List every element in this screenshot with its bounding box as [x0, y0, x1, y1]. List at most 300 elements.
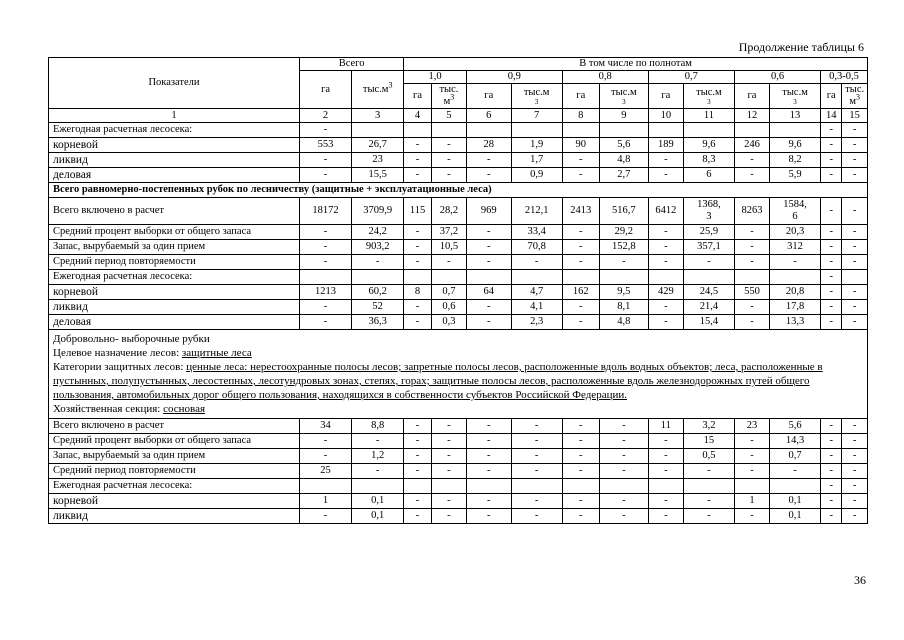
- table-cell: -: [734, 449, 769, 464]
- column-numbers-row: [49, 109, 868, 123]
- table-cell: -: [562, 225, 599, 240]
- table-cell: -: [466, 240, 511, 255]
- table-cell: 9,5: [599, 285, 648, 300]
- table-cell: -: [734, 315, 769, 330]
- table-cell: -: [821, 255, 842, 270]
- header-density: 0,3-0,5: [821, 71, 868, 84]
- table-cell: -: [683, 494, 734, 509]
- row-label: Всего включено в расчет: [49, 419, 300, 434]
- column-number: 15: [842, 109, 868, 123]
- table-cell: -: [562, 494, 599, 509]
- table-cell: 9,6: [683, 138, 734, 153]
- column-number: 14: [821, 109, 842, 123]
- table-cell: 969: [466, 198, 511, 225]
- table-cell: [352, 123, 404, 138]
- table-cell: [431, 270, 466, 285]
- table-cell: -: [683, 464, 734, 479]
- header-density: 1,0: [404, 71, 467, 84]
- table-cell: -: [821, 240, 842, 255]
- table-cell: -: [734, 225, 769, 240]
- table-cell: 0,1: [770, 494, 821, 509]
- table-cell: -: [842, 315, 868, 330]
- note-line-purpose: Целевое назначение лесов: защитные леса: [53, 347, 252, 359]
- column-number: 10: [648, 109, 683, 123]
- header-indicators: Показатели: [49, 58, 300, 109]
- table-cell: -: [562, 419, 599, 434]
- table-cell: -: [404, 153, 432, 168]
- row-label: Ежегодная расчетная лесосека:: [49, 123, 300, 138]
- table-cell: -: [770, 255, 821, 270]
- header-density: 0,9: [466, 71, 562, 84]
- table-cell: 189: [648, 138, 683, 153]
- table-cell: -: [842, 123, 868, 138]
- table-cell: [466, 479, 511, 494]
- table-cell: -: [562, 449, 599, 464]
- table-cell: -: [599, 464, 648, 479]
- table-cell: 1368, 3: [683, 198, 734, 225]
- header-unit-ha: га: [404, 84, 432, 109]
- table-cell: [511, 123, 562, 138]
- header-density: 0,8: [562, 71, 648, 84]
- note-line-felling-type: Добровольно- выборочные рубки: [53, 333, 210, 345]
- header-including: В том числе по полнотам: [404, 58, 868, 71]
- table-cell: -: [599, 494, 648, 509]
- table-cell: -: [648, 225, 683, 240]
- header-density: 0,7: [648, 71, 734, 84]
- header-unit-m3: тыс. $м^3$: [842, 84, 868, 109]
- table-cell: -: [734, 434, 769, 449]
- table-cell: -: [466, 494, 511, 509]
- table-cell: [770, 270, 821, 285]
- table-cell: 1213: [300, 285, 352, 300]
- table-cell: -: [821, 138, 842, 153]
- table-cell: -: [404, 509, 432, 524]
- table-cell: -: [466, 449, 511, 464]
- table-cell: -: [842, 434, 868, 449]
- table-cell: -: [431, 255, 466, 270]
- table-cell: -: [431, 153, 466, 168]
- table-row: [49, 138, 868, 153]
- table-cell: [648, 123, 683, 138]
- column-number: 7: [511, 109, 562, 123]
- table-cell: 5,6: [599, 138, 648, 153]
- table-cell: -: [511, 509, 562, 524]
- header-unit-m3: тыс.м 3: [599, 84, 648, 109]
- row-label: Средний процент выборки от общего запаса: [49, 225, 300, 240]
- table-cell: [511, 479, 562, 494]
- table-row: [49, 255, 868, 270]
- table-cell: -: [821, 449, 842, 464]
- table-cell: 26,7: [352, 138, 404, 153]
- table-cell: -: [511, 255, 562, 270]
- table-cell: -: [300, 255, 352, 270]
- table-cell: [466, 123, 511, 138]
- table-cell: -: [300, 315, 352, 330]
- table-row: [49, 315, 868, 330]
- table-cell: 0,6: [431, 300, 466, 315]
- table-cell: -: [562, 434, 599, 449]
- header-unit-ha: га: [648, 84, 683, 109]
- table-cell: -: [648, 315, 683, 330]
- table-cell: 312: [770, 240, 821, 255]
- table-row: [49, 225, 868, 240]
- table-cell: -: [562, 240, 599, 255]
- table-cell: 162: [562, 285, 599, 300]
- column-number: 6: [466, 109, 511, 123]
- table-cell: [683, 479, 734, 494]
- table-cell: 64: [466, 285, 511, 300]
- table-cell: [599, 123, 648, 138]
- table-cell: -: [431, 494, 466, 509]
- table-cell: 4,7: [511, 285, 562, 300]
- column-number: 9: [599, 109, 648, 123]
- column-number: 13: [770, 109, 821, 123]
- table-cell: [300, 270, 352, 285]
- note-line-categories: Категории защитных лесов: ценные леса: нерестоохранные полосы лесов; запретные полосы лесов, расположенные вдоль водных объектов; леса, расположенные в пустынных, полупустынных, лесостепных, лесотундровых зонах, степях, горах; защитные полосы лесов, расположенные вдоль железнодорожных путей общего пользования, автомобильных дорог общего пользования, находящихся в собственности субъектов Российской Федерации.: [53, 361, 823, 401]
- table-cell: 4,8: [599, 153, 648, 168]
- table-cell: [734, 123, 769, 138]
- table-cell: -: [648, 255, 683, 270]
- table-cell: 0,1: [352, 494, 404, 509]
- table-cell: 212,1: [511, 198, 562, 225]
- table-cell: 60,2: [352, 285, 404, 300]
- table-cell: -: [821, 434, 842, 449]
- table-cell: 17,8: [770, 300, 821, 315]
- table-cell: -: [431, 138, 466, 153]
- table-cell: -: [842, 255, 868, 270]
- table-cell: -: [562, 255, 599, 270]
- table-cell: 8: [404, 285, 432, 300]
- table-cell: -: [821, 464, 842, 479]
- table-cell: 1,2: [352, 449, 404, 464]
- table-cell: -: [734, 255, 769, 270]
- row-label: Запас, вырубаемый за один прием: [49, 240, 300, 255]
- table-cell: 34: [300, 419, 352, 434]
- table-cell: 15,5: [352, 168, 404, 183]
- table-cell: 1: [734, 494, 769, 509]
- table-cell: -: [404, 449, 432, 464]
- table-cell: -: [404, 168, 432, 183]
- table-cell: -: [842, 494, 868, 509]
- table-cell: -: [821, 225, 842, 240]
- header-total-ha: га: [300, 71, 352, 109]
- table-cell: 0,7: [431, 285, 466, 300]
- table-cell: -: [842, 449, 868, 464]
- header-unit-m3: тыс. $м^3$: [431, 84, 466, 109]
- table-row: [49, 464, 868, 479]
- table-cell: -: [562, 300, 599, 315]
- table-cell: -: [842, 479, 868, 494]
- row-label: ликвид: [49, 300, 300, 315]
- header-unit-ha: га: [734, 84, 769, 109]
- column-number: 5: [431, 109, 466, 123]
- table-row: [49, 434, 868, 449]
- table-cell: 0,9: [511, 168, 562, 183]
- table-cell: 8,1: [599, 300, 648, 315]
- table-cell: [648, 479, 683, 494]
- table-cell: -: [821, 270, 842, 285]
- table-cell: [683, 270, 734, 285]
- row-label: корневой: [49, 494, 300, 509]
- table-cell: 0,3: [431, 315, 466, 330]
- table-cell: -: [466, 168, 511, 183]
- row-label: Запас, вырубаемый за один прием: [49, 449, 300, 464]
- row-label: Ежегодная расчетная лесосека:: [49, 270, 300, 285]
- table-cell: 0,7: [770, 449, 821, 464]
- table-cell: 10,5: [431, 240, 466, 255]
- table-cell: 20,3: [770, 225, 821, 240]
- table-cell: 90: [562, 138, 599, 153]
- table-cell: -: [466, 300, 511, 315]
- table-cell: 3709,9: [352, 198, 404, 225]
- table-cell: -: [466, 419, 511, 434]
- table-cell: -: [683, 255, 734, 270]
- table-cell: 24,5: [683, 285, 734, 300]
- column-number: 4: [404, 109, 432, 123]
- table-continuation-caption: Продолжение таблицы 6: [738, 40, 864, 54]
- table-cell: [300, 479, 352, 494]
- column-number: 8: [562, 109, 599, 123]
- table-cell: -: [300, 300, 352, 315]
- row-label: ликвид: [49, 153, 300, 168]
- table-cell: 4,8: [599, 315, 648, 330]
- table-cell: 9,6: [770, 138, 821, 153]
- table-cell: 24,2: [352, 225, 404, 240]
- table-cell: -: [300, 153, 352, 168]
- table-cell: 15: [683, 434, 734, 449]
- table-cell: -: [431, 434, 466, 449]
- table-cell: -: [404, 138, 432, 153]
- row-label: ликвид: [49, 509, 300, 524]
- table-cell: -: [770, 464, 821, 479]
- row-label: деловая: [49, 168, 300, 183]
- table-cell: -: [404, 434, 432, 449]
- table-cell: 25: [300, 464, 352, 479]
- table-cell: -: [648, 464, 683, 479]
- header-unit-m3: тыс.м 3: [683, 84, 734, 109]
- table-cell: -: [648, 168, 683, 183]
- table-cell: -: [431, 509, 466, 524]
- table-cell: 37,2: [431, 225, 466, 240]
- table-cell: -: [599, 419, 648, 434]
- table-cell: 3,2: [683, 419, 734, 434]
- table-cell: -: [404, 419, 432, 434]
- table-cell: 553: [300, 138, 352, 153]
- table-cell: [770, 479, 821, 494]
- table-cell: 29,2: [599, 225, 648, 240]
- table-cell: -: [648, 449, 683, 464]
- table-cell: -: [404, 255, 432, 270]
- table-cell: -: [648, 434, 683, 449]
- table-row: [49, 479, 868, 494]
- table-cell: 70,8: [511, 240, 562, 255]
- row-label: Ежегодная расчетная лесосека:: [49, 479, 300, 494]
- table-cell: -: [842, 225, 868, 240]
- table-cell: -: [300, 449, 352, 464]
- table-cell: 550: [734, 285, 769, 300]
- table-cell: 15,4: [683, 315, 734, 330]
- table-row: [49, 300, 868, 315]
- table-row: [49, 285, 868, 300]
- table-cell: 2,3: [511, 315, 562, 330]
- table-cell: [431, 479, 466, 494]
- table-cell: 33,4: [511, 225, 562, 240]
- header-density: 0,6: [734, 71, 820, 84]
- table-cell: [352, 270, 404, 285]
- table-cell: 21,4: [683, 300, 734, 315]
- table-cell: 18172: [300, 198, 352, 225]
- table-cell: -: [562, 509, 599, 524]
- table-cell: 0,1: [352, 509, 404, 524]
- table-cell: 1,7: [511, 153, 562, 168]
- table-cell: -: [511, 494, 562, 509]
- table-cell: -: [431, 168, 466, 183]
- table-cell: -: [511, 464, 562, 479]
- table-cell: [466, 270, 511, 285]
- table-cell: -: [821, 494, 842, 509]
- table-row: [49, 168, 868, 183]
- table-cell: 246: [734, 138, 769, 153]
- table-cell: 28: [466, 138, 511, 153]
- table-cell: -: [352, 464, 404, 479]
- table-cell: 28,2: [431, 198, 466, 225]
- table-cell: -: [466, 153, 511, 168]
- table-cell: -: [648, 240, 683, 255]
- table-cell: -: [842, 138, 868, 153]
- table-cell: -: [734, 240, 769, 255]
- table-cell: -: [511, 449, 562, 464]
- table-row: [49, 509, 868, 524]
- section-title: Всего равномерно-постепенных рубок по лесничеству (защитные + эксплуатационные леса): [49, 183, 868, 198]
- table-cell: 0,1: [770, 509, 821, 524]
- table-cell: [404, 479, 432, 494]
- table-cell: -: [300, 434, 352, 449]
- table-cell: 4,1: [511, 300, 562, 315]
- table-cell: 5,9: [770, 168, 821, 183]
- table-cell: -: [648, 300, 683, 315]
- table-row: [49, 494, 868, 509]
- table-cell: -: [842, 285, 868, 300]
- table-cell: -: [734, 153, 769, 168]
- row-label: деловая: [49, 315, 300, 330]
- table-cell: -: [562, 464, 599, 479]
- table-cell: 152,8: [599, 240, 648, 255]
- table-row: [49, 123, 868, 138]
- table-cell: -: [821, 123, 842, 138]
- column-number: 1: [49, 109, 300, 123]
- table-cell: -: [599, 255, 648, 270]
- header-total-m3: $тыс.м^3$: [352, 71, 404, 109]
- table-cell: -: [599, 509, 648, 524]
- table-cell: 8263: [734, 198, 769, 225]
- table-cell: 6: [683, 168, 734, 183]
- table-cell: [352, 479, 404, 494]
- column-number: 2: [300, 109, 352, 123]
- table-cell: -: [821, 419, 842, 434]
- table-cell: -: [511, 419, 562, 434]
- row-label: Средний процент выборки от общего запаса: [49, 434, 300, 449]
- header-unit-ha: га: [562, 84, 599, 109]
- table-cell: -: [300, 240, 352, 255]
- table-cell: [770, 123, 821, 138]
- table-cell: -: [300, 168, 352, 183]
- header-unit-m3: тыс.м 3: [511, 84, 562, 109]
- table-cell: -: [734, 464, 769, 479]
- table-cell: [734, 270, 769, 285]
- table-cell: -: [404, 225, 432, 240]
- table-cell: -: [562, 315, 599, 330]
- table-cell: 115: [404, 198, 432, 225]
- table-cell: -: [842, 240, 868, 255]
- table-cell: -: [842, 153, 868, 168]
- table-cell: -: [466, 255, 511, 270]
- table-cell: -: [300, 509, 352, 524]
- table-cell: -: [352, 434, 404, 449]
- table-cell: -: [821, 285, 842, 300]
- table-cell: -: [466, 464, 511, 479]
- table-cell: -: [352, 255, 404, 270]
- table-cell: -: [431, 449, 466, 464]
- note-line-section: Хозяйственная секция: сосновая: [53, 403, 206, 415]
- table-cell: [404, 123, 432, 138]
- table-cell: [511, 270, 562, 285]
- table-cell: -: [842, 168, 868, 183]
- table-cell: [599, 270, 648, 285]
- table-cell: -: [842, 198, 868, 225]
- table-cell: 13,3: [770, 315, 821, 330]
- row-label: Средний период повторяемости: [49, 255, 300, 270]
- table-cell: 11: [648, 419, 683, 434]
- table-cell: [404, 270, 432, 285]
- table-cell: 2,7: [599, 168, 648, 183]
- table-cell: -: [821, 315, 842, 330]
- table-cell: 25,9: [683, 225, 734, 240]
- table-cell: [648, 270, 683, 285]
- table-cell: [431, 123, 466, 138]
- table-cell: -: [842, 419, 868, 434]
- table-cell: -: [734, 509, 769, 524]
- table-cell: -: [300, 123, 352, 138]
- table-cell: -: [821, 300, 842, 315]
- table-row: [49, 419, 868, 434]
- table-cell: 8,3: [683, 153, 734, 168]
- table-cell: -: [466, 434, 511, 449]
- table-cell: -: [842, 464, 868, 479]
- header-total: Всего: [300, 58, 404, 71]
- table-cell: [562, 123, 599, 138]
- table-cell: -: [821, 198, 842, 225]
- table-row: [49, 198, 868, 225]
- header-unit-m3: тыс.м 3: [770, 84, 821, 109]
- table-cell: 5,6: [770, 419, 821, 434]
- table-cell: -: [842, 300, 868, 315]
- table-cell: -: [300, 225, 352, 240]
- table-row: [49, 449, 868, 464]
- table-cell: -: [404, 300, 432, 315]
- table-cell: -: [404, 315, 432, 330]
- table-cell: -: [431, 419, 466, 434]
- table-cell: -: [734, 168, 769, 183]
- table-cell: 20,8: [770, 285, 821, 300]
- table-cell: -: [511, 434, 562, 449]
- table-cell: 23: [352, 153, 404, 168]
- note-row: [49, 330, 868, 419]
- forest-table: [48, 57, 868, 524]
- row-label: корневой: [49, 285, 300, 300]
- table-cell: 516,7: [599, 198, 648, 225]
- table-row: [49, 153, 868, 168]
- table-cell: 1,9: [511, 138, 562, 153]
